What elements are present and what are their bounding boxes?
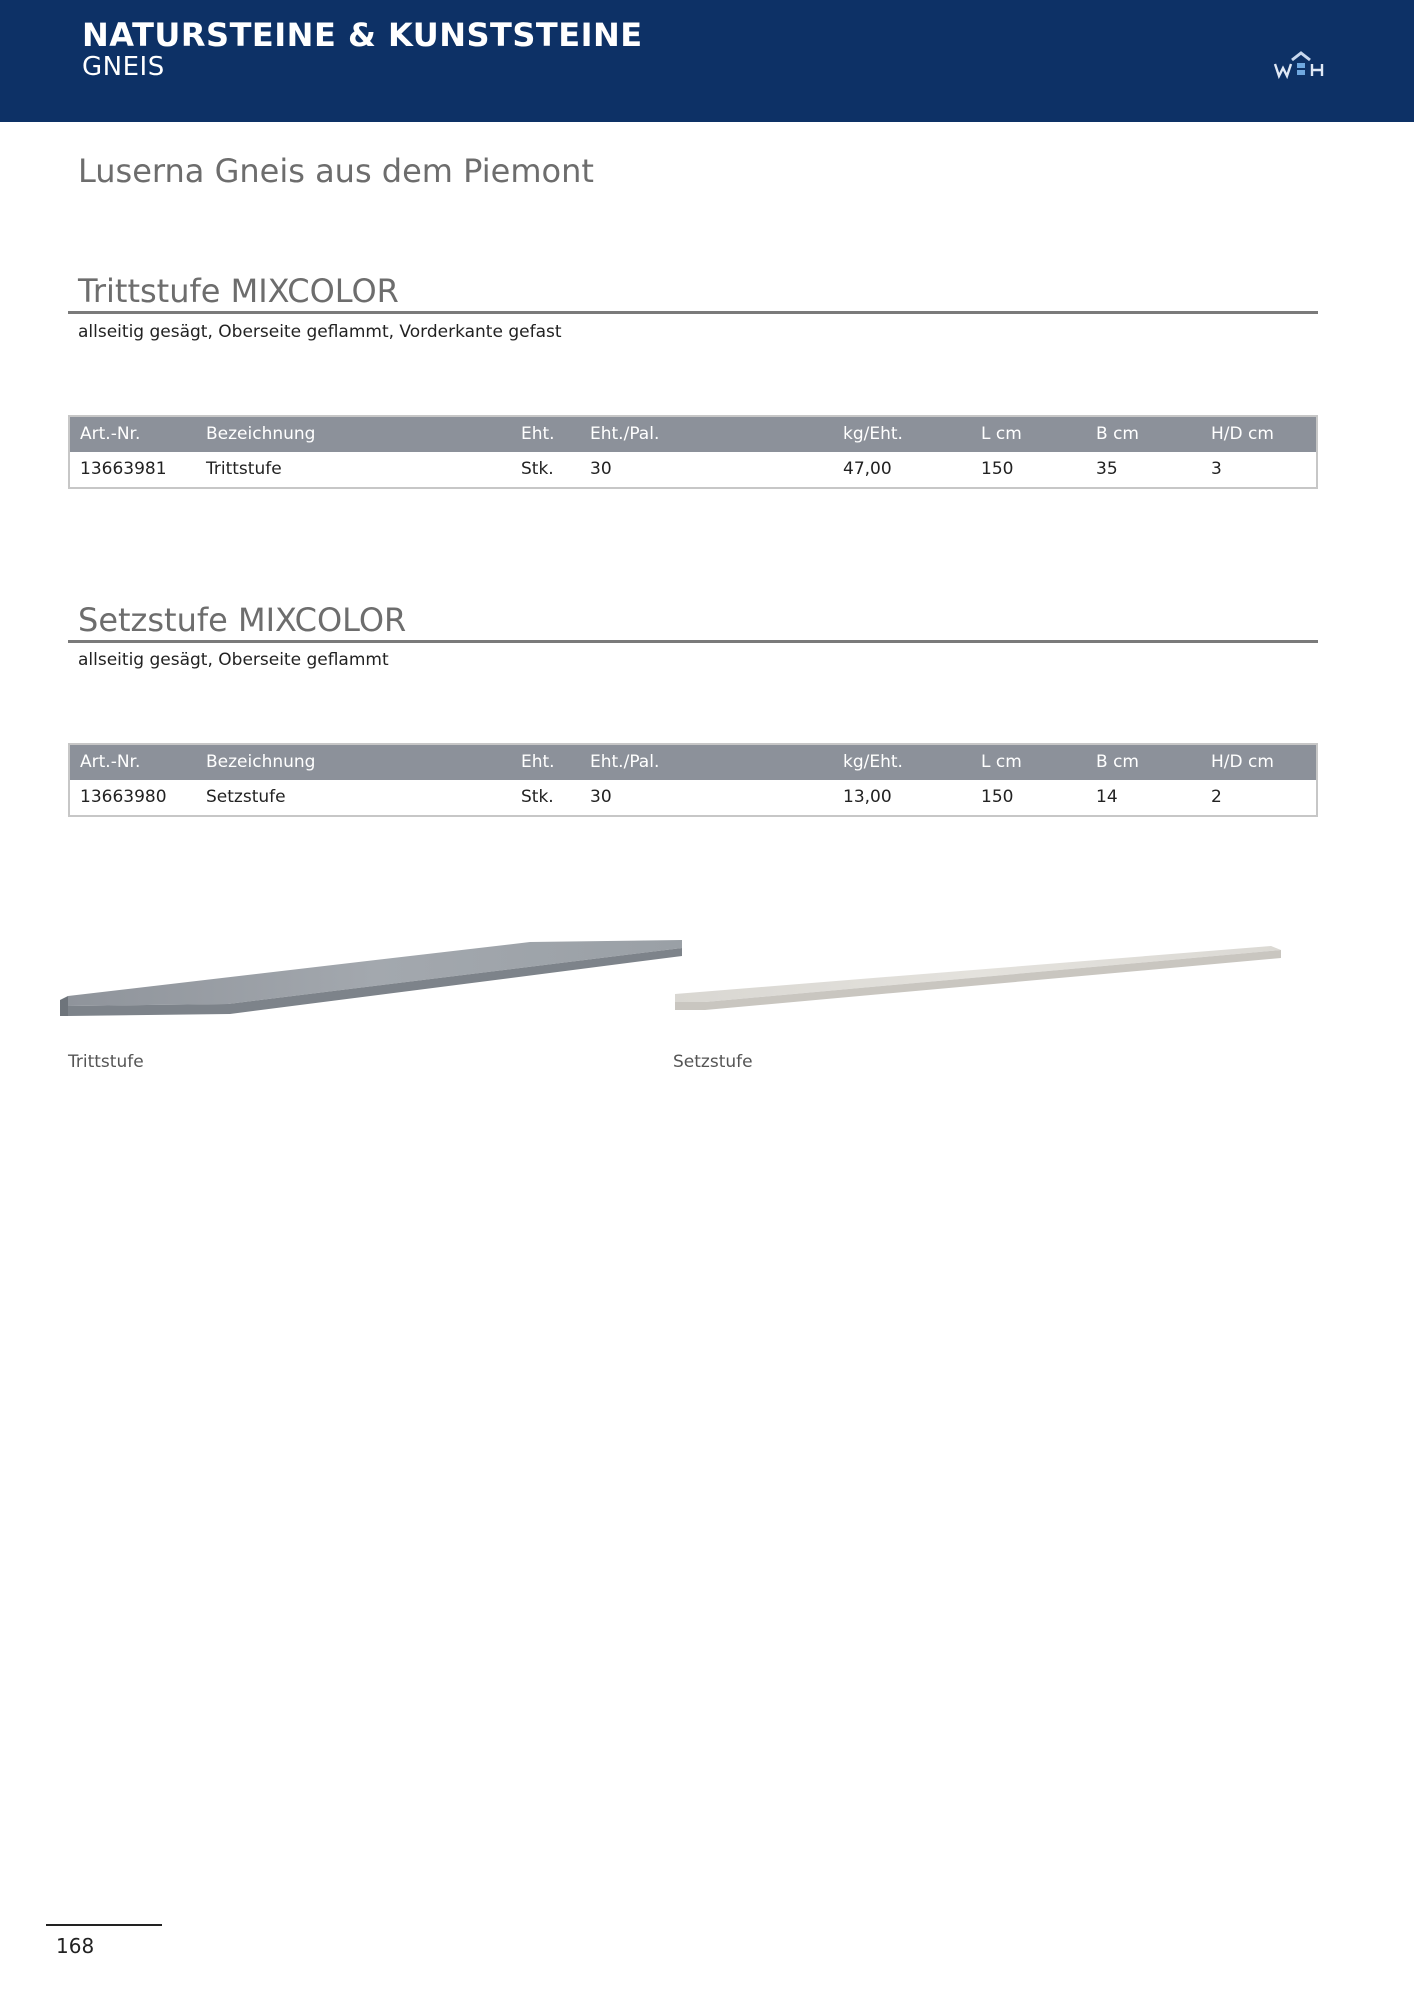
section-description: allseitig gesägt, Oberseite geflammt [78, 650, 389, 670]
table-cell: Setzstufe [206, 787, 286, 807]
footer-divider [46, 1924, 162, 1926]
column-header: B cm [1096, 424, 1139, 444]
column-header: kg/Eht. [843, 424, 903, 444]
page-header [0, 0, 1414, 122]
table-header-row [70, 417, 1316, 452]
table-cell: 13,00 [843, 787, 892, 807]
column-header: kg/Eht. [843, 752, 903, 772]
table-cell: Stk. [521, 787, 554, 807]
section-title-trittstufe: Trittstufe MIXCOLOR [78, 272, 399, 310]
column-header: Art.-Nr. [80, 752, 141, 772]
table-cell: Stk. [521, 459, 554, 479]
table-cell: Trittstufe [206, 459, 282, 479]
header-title: NATURSTEINE & KUNSTSTEINE [82, 16, 643, 54]
brand-logo-icon [1270, 50, 1332, 92]
table-header-row [70, 745, 1316, 780]
column-header: Bezeichnung [206, 752, 316, 772]
header-subtitle: GNEIS [82, 52, 165, 82]
column-header: Eht. [521, 424, 555, 444]
image-caption: Setzstufe [673, 1052, 753, 1072]
table-cell: 2 [1211, 787, 1222, 807]
page-heading: Luserna Gneis aus dem Piemont [78, 152, 594, 190]
table-cell: 3 [1211, 459, 1222, 479]
table-cell: 47,00 [843, 459, 892, 479]
column-header: H/D cm [1211, 424, 1274, 444]
table-row [70, 452, 1316, 487]
table-cell: 150 [981, 459, 1014, 479]
table-row [70, 780, 1316, 815]
table-cell: 150 [981, 787, 1014, 807]
table-cell: 30 [590, 787, 612, 807]
column-header: H/D cm [1211, 752, 1274, 772]
setzstufe-product-image [665, 912, 1301, 1072]
column-header: B cm [1096, 752, 1139, 772]
page-number: 168 [56, 1934, 95, 1958]
product-table-setzstufe [68, 743, 1318, 817]
table-cell: 13663980 [80, 787, 167, 807]
image-caption: Trittstufe [68, 1052, 144, 1072]
section-title-setzstufe: Setzstufe MIXCOLOR [78, 601, 407, 639]
column-header: Bezeichnung [206, 424, 316, 444]
table-cell: 13663981 [80, 459, 167, 479]
column-header: Eht. [521, 752, 555, 772]
section-divider [68, 640, 1318, 643]
column-header: Eht./Pal. [590, 752, 660, 772]
column-header: L cm [981, 752, 1022, 772]
trittstufe-product-image [60, 912, 696, 1072]
column-header: Art.-Nr. [80, 424, 141, 444]
section-description: allseitig gesägt, Oberseite geflammt, Vorderkante gefast [78, 322, 562, 342]
table-cell: 14 [1096, 787, 1118, 807]
column-header: Eht./Pal. [590, 424, 660, 444]
column-header: L cm [981, 424, 1022, 444]
table-cell: 30 [590, 459, 612, 479]
product-table-trittstufe [68, 415, 1318, 489]
section-divider [68, 311, 1318, 314]
table-cell: 35 [1096, 459, 1118, 479]
